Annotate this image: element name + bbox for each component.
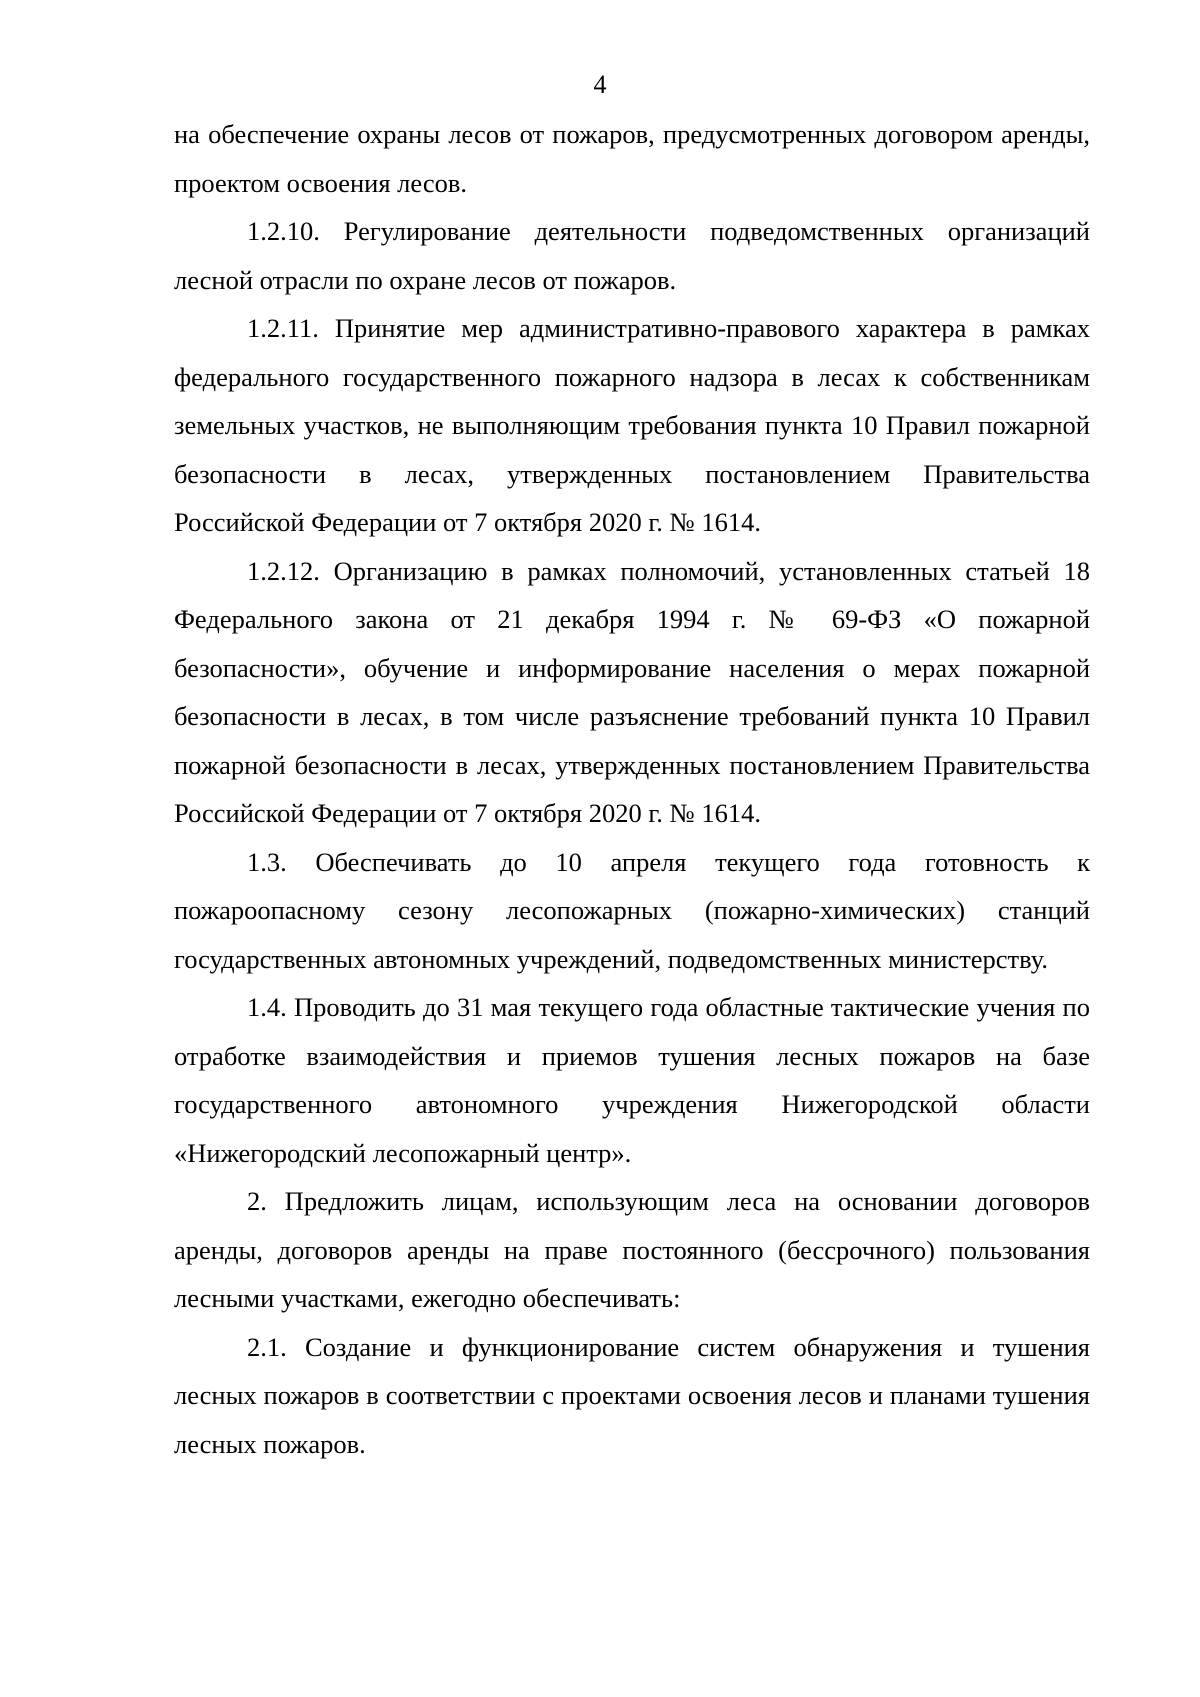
paragraph-1-2-12: 1.2.12. Организацию в рамках полномочий, установленных статьей 18 Федерального закона от 21 декабря 1994 г. № 69-ФЗ «О пожарной безопасности», обучение и информирование населения о мерах пожарной безопасности в лесах, в том числе разъяснение требований пункта 10 Правил пожарной безопасности в лесах, утвержденных постановлением Правительства Российской Федерации от 7 октября 2020 г. № 1614. [174,555,1090,828]
document-body [174,110,1090,1468]
paragraph-2: 2. Предложить лицам, использующим леса на основании договоров аренды, договоров аренды на праве постоянного (бессрочного) пользования лесными участками, ежегодно обеспечивать: [174,1186,1090,1313]
paragraph-2-1: 2.1. Создание и функционирование систем обнаружения и тушения лесных пожаров в соответствии с проектами освоения лесов и планами тушения лесных пожаров. [174,1331,1090,1459]
paragraph-1-2-10: 1.2.10. Регулирование деятельности подведомственных организаций лесной отрасли по охране лесов от пожаров. [174,216,1090,295]
paragraph-1-2-11: 1.2.11. Принятие мер административно-правового характера в рамках федерального государственного пожарного надзора в лесах к собственникам земельных участков, не выполняющим требования пункта 10 Правил пожарной безопасности в лесах, утвержденных постановлением Правительства Российской Федерации от 7 октября 2020 г. № 1614. [174,313,1090,537]
paragraph-1-4: 1.4. Проводить до 31 мая текущего года областные тактические учения по отработке взаимодействия и приемов тушения лесных пожаров на базе государственного автономного учреждения Нижегородской области «Нижегородский лесопожарный центр». [174,992,1090,1168]
paragraph-continuation: на обеспечение охраны лесов от пожаров, предусмотренных договором аренды, проектом освоения лесов. [174,119,1090,198]
page-number: 4 [593,70,607,99]
paragraph-1-3: 1.3. Обеспечивать до 10 апреля текущего года готовность к пожароопасному сезону лесопожарных (пожарно-химических) станций государственных автономных учреждений, подведомственных министерству. [174,846,1090,974]
